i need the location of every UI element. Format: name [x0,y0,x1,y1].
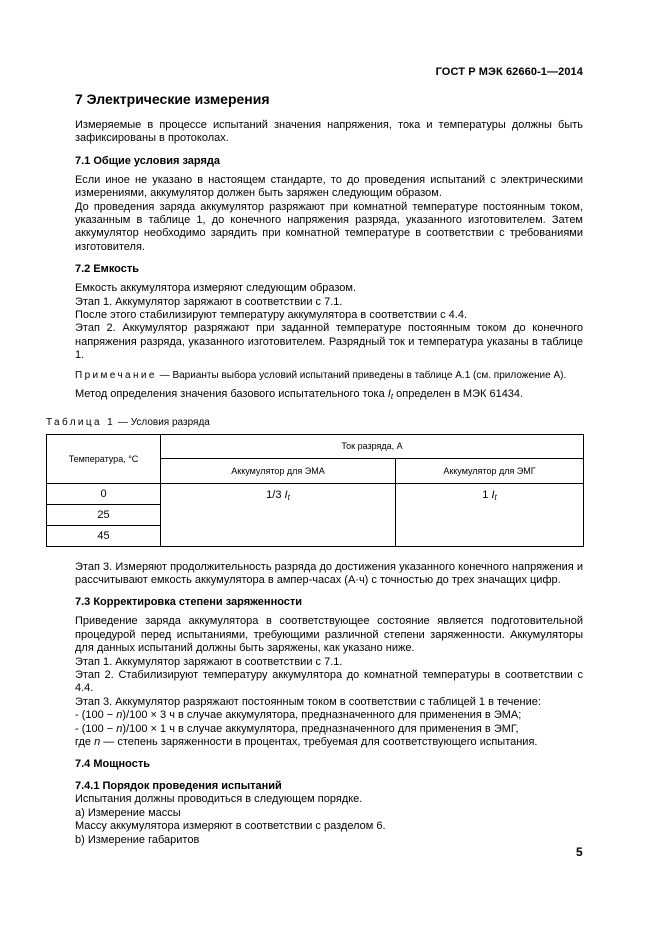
s73-paragraph-3: Этап 2. Стабилизируют температуру аккумулятора до комнатной температуры в соответствии с 4.4. [75,668,583,695]
header-ema: Аккумулятор для ЭМА [161,459,396,484]
note [75,369,583,382]
s71-paragraph-2: До проведения заряда аккумулятор разряжают при комнатной температуре постоянным током, указанным в таблице 1, до конечного напряжения разряда, указанного изготовителем. Затем аккумулятор необходимо зарядить при комнатной температуре в соответствии с требованиями изготовителя. [75,200,583,253]
temp-cell: 45 [47,525,161,546]
subsection-title-7-3: 7.3 Корректировка степени заряженности [75,596,303,609]
s73-paragraph-1: Приведение заряда аккумулятора в соответствующее состояние является подготовительной процедурой перед испытаниями, требующими различной степени заряженности. Аккумуляторы для данных испытаний должны быть заряжены, как указано ниже. [75,615,583,655]
header-discharge-current: Ток разряда, А [161,434,584,459]
page-number: 5 [576,845,583,859]
s74-paragraph-2: a) Измерение массы [75,806,181,819]
header-emg: Аккумулятор для ЭМГ [396,459,584,484]
s73-list-item-1: - (100 − n)/100 × 3 ч в случае аккумулятора, предназначенного для применения в ЭМА; [75,709,522,722]
emg-current-cell: 1 It [396,483,584,546]
s74-paragraph-3: Массу аккумулятора измеряют в соответствии с разделом 6. [75,820,386,833]
table-caption: Таблица 1 — Условия разряда [46,416,210,428]
s74-paragraph-1: Испытания должны проводиться в следующем порядке. [75,793,363,806]
section-title: 7 Электрические измерения [75,91,270,107]
subsection-title-7-1: 7.1 Общие условия заряда [75,154,220,167]
temp-cell: 25 [47,504,161,525]
document-id: ГОСТ Р МЭК 62660-1—2014 [435,66,583,78]
subsection-title-7-2: 7.2 Емкость [75,263,140,276]
s72-paragraph-3: После этого стабилизируют температуру аккумулятора в соответствии с 4.4. [75,309,467,322]
ema-current-cell: 1/3 It [161,483,396,546]
s72-paragraph-4: Этап 2. Аккумулятор разряжают при заданной температуре постоянным током до конечного напряжения разряда, указанного изготовителем. Разрядный ток и температура указаны в таблице 1. [75,322,583,362]
note-text: — Варианты выбора условий испытаний приведены в таблице А.1 (см. приложение А). [156,369,567,381]
s72-paragraph-1: Емкость аккумулятора измеряют следующим образом. [75,282,357,295]
header-temperature: Температура, °С [47,434,161,483]
s73-list-item-2: - (100 − n)/100 × 1 ч в случае аккумулятора, предназначенного для применения в ЭМГ, [75,722,519,735]
page-content [46,90,583,847]
s71-paragraph-1: Если иное не указано в настоящем стандарте, то до проведения испытаний с электрическими измерениями, аккумулятор должен быть заряжен следующим образом. [75,173,583,200]
subsection-title-7-4: 7.4 Мощность [75,758,150,771]
note-lead: Примечание [75,369,157,381]
subsection-title-7-4-1: 7.4.1 Порядок проведения испытаний [75,780,282,793]
temp-cell: 0 [47,483,161,504]
s74-paragraph-4: b) Измерение габаритов [75,833,200,846]
s73-paragraph-4: Этап 3. Аккумулятор разряжают постоянным током в соответствии с таблицей 1 в течение: [75,695,541,708]
s73-definition: где n — степень заряженности в процентах, требуемая для соответствующего испытания. [75,735,538,748]
s72-paragraph-2: Этап 1. Аккумулятор заряжают в соответствии с 7.1. [75,295,343,308]
s72-paragraph-5: Метод определения значения базового испытательного тока It определен в МЭК 61434. [75,388,524,402]
s73-paragraph-2: Этап 1. Аккумулятор заряжают в соответствии с 7.1. [75,655,343,668]
discharge-conditions-table [46,434,584,547]
after-table-paragraph: Этап 3. Измеряют продолжительность разряда до достижения указанного конечного напряжения и рассчитывают емкость аккумулятора в ампер-часах (А·ч) с точностью до трех значащих цифр. [75,560,583,586]
intro-paragraph: Измеряемые в процессе испытаний значения напряжения, тока и температуры должны быть зафиксированы в протоколах. [75,119,583,145]
